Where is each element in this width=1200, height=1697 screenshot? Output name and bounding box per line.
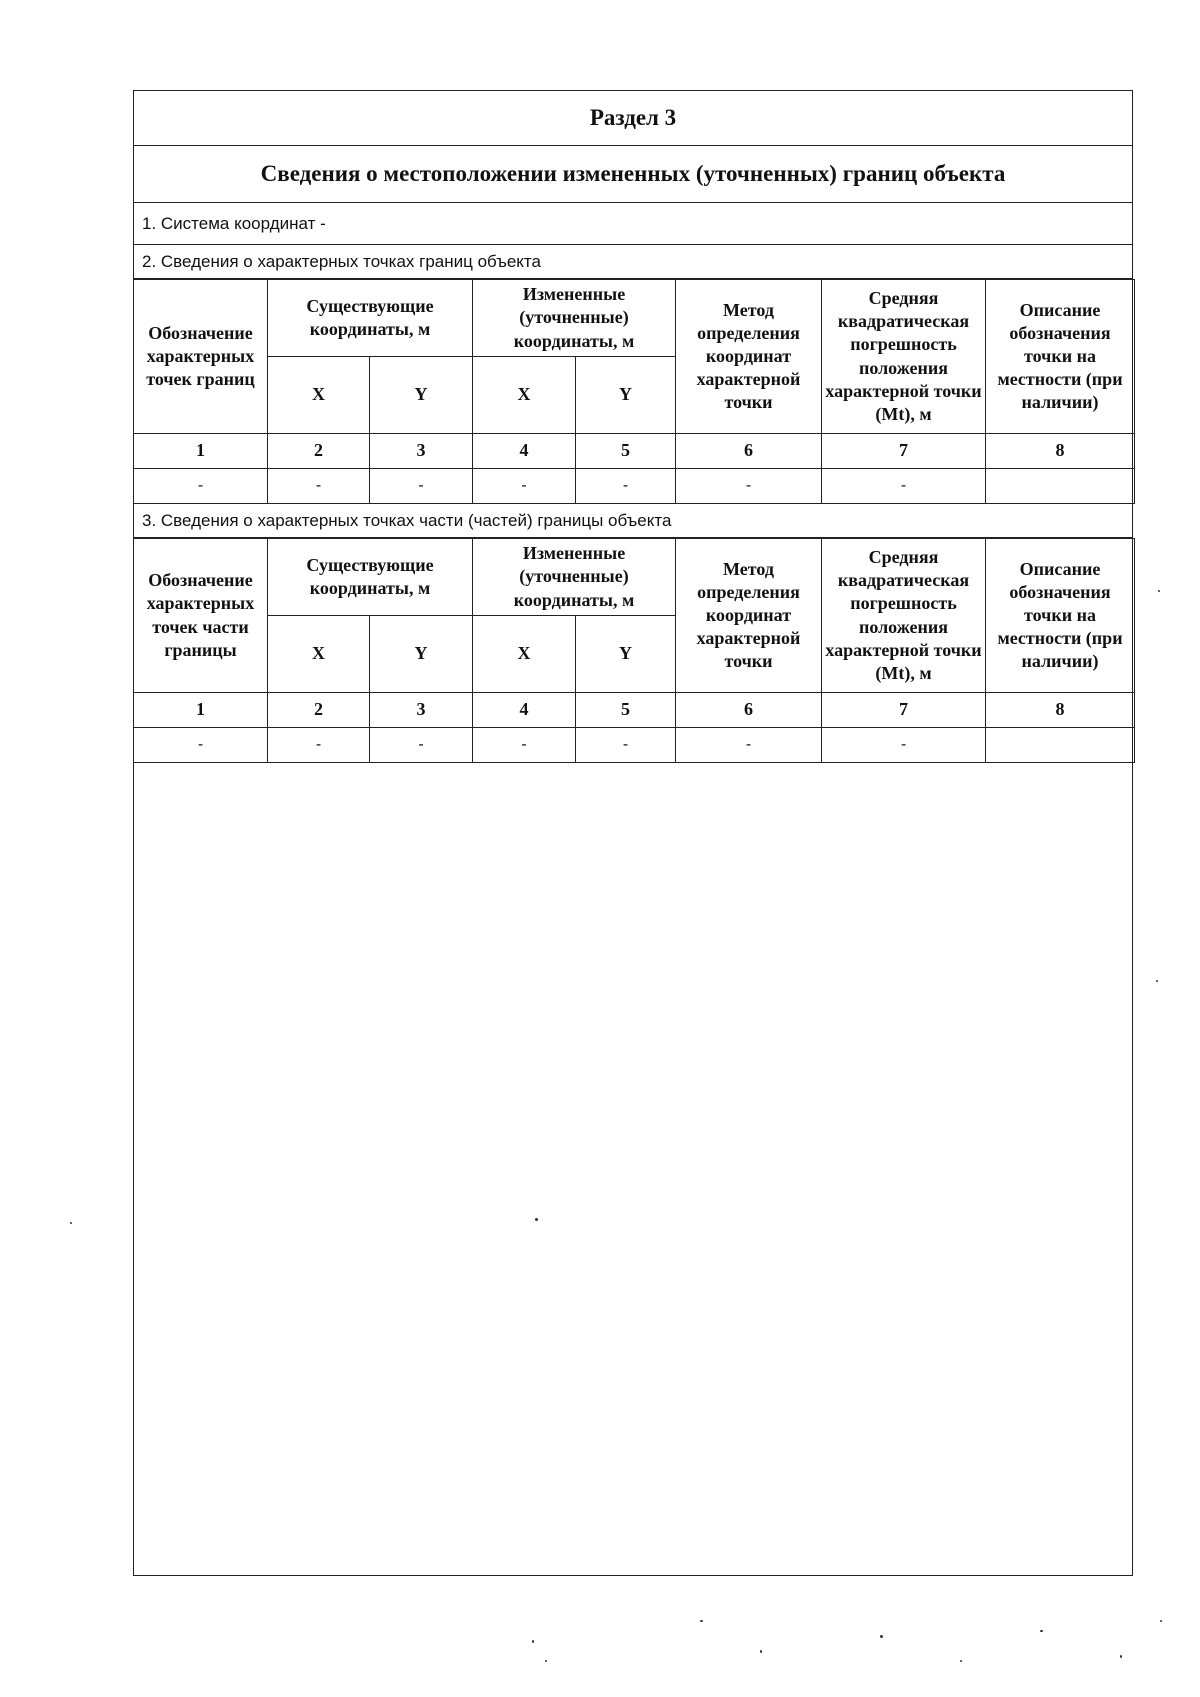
cell-value: -: [822, 728, 986, 763]
table-row: [134, 728, 1135, 763]
header-y-existing: Y: [370, 357, 473, 434]
header-x-existing: X: [268, 357, 370, 434]
header-existing-coords: Существующие координаты, м: [268, 539, 473, 616]
cell-value: -: [134, 728, 268, 763]
section-frame: [133, 90, 1133, 1576]
header-description: Описание обозначения точки на местности (при наличии): [986, 539, 1135, 693]
cell-value: -: [822, 469, 986, 504]
cell-value: -: [576, 469, 676, 504]
col-number: 1: [134, 434, 268, 469]
header-changed-coords: Измененные (уточненные) координаты, м: [473, 539, 676, 616]
col-number: 2: [268, 434, 370, 469]
table-row: [134, 469, 1135, 504]
header-changed-coords: Измененные (уточненные) координаты, м: [473, 280, 676, 357]
header-y-existing: Y: [370, 616, 473, 693]
col-number: 6: [676, 693, 822, 728]
col-number: 6: [676, 434, 822, 469]
cell-value: -: [370, 469, 473, 504]
header-x-changed: X: [473, 616, 576, 693]
header-designation: Обозначение характерных точек границ: [134, 280, 268, 434]
header-existing-coords: Существующие координаты, м: [268, 280, 473, 357]
header-designation: Обозначение характерных точек части границы: [134, 539, 268, 693]
col-number: 8: [986, 434, 1135, 469]
part3-table: [133, 538, 1135, 763]
cell-value: [986, 469, 1135, 504]
col-number: 4: [473, 693, 576, 728]
coord-system-line: 1. Система координат -: [134, 203, 1132, 245]
col-number: 5: [576, 693, 676, 728]
cell-value: -: [676, 728, 822, 763]
header-y-changed: Y: [576, 616, 676, 693]
header-method: Метод определения координат характерной точки: [676, 539, 822, 693]
cell-value: -: [473, 728, 576, 763]
col-number: 7: [822, 434, 986, 469]
col-number: 3: [370, 693, 473, 728]
header-x-changed: X: [473, 357, 576, 434]
cell-value: -: [268, 728, 370, 763]
part2-table: [133, 279, 1135, 504]
part2-heading: 2. Сведения о характерных точках границ объекта: [134, 245, 1132, 279]
header-method: Метод определения координат характерной точки: [676, 280, 822, 434]
col-number: 7: [822, 693, 986, 728]
cell-value: -: [473, 469, 576, 504]
cell-value: -: [268, 469, 370, 504]
col-number: 4: [473, 434, 576, 469]
header-x-existing: X: [268, 616, 370, 693]
header-mean-error: Средняя квадратическая погрешность положения характерной точки (Mt), м: [822, 280, 986, 434]
col-number: 2: [268, 693, 370, 728]
header-mean-error: Средняя квадратическая погрешность положения характерной точки (Mt), м: [822, 539, 986, 693]
part3-heading: 3. Сведения о характерных точках части (частей) границы объекта: [134, 504, 1132, 538]
col-number: 5: [576, 434, 676, 469]
cell-value: -: [676, 469, 822, 504]
cell-value: [986, 728, 1135, 763]
cell-value: -: [576, 728, 676, 763]
section-title: Раздел 3: [134, 91, 1132, 146]
header-description: Описание обозначения точки на местности (при наличии): [986, 280, 1135, 434]
col-number: 3: [370, 434, 473, 469]
header-y-changed: Y: [576, 357, 676, 434]
col-number: 1: [134, 693, 268, 728]
cell-value: -: [134, 469, 268, 504]
col-number: 8: [986, 693, 1135, 728]
cell-value: -: [370, 728, 473, 763]
section-subtitle: Сведения о местоположении измененных (уточненных) границ объекта: [134, 146, 1132, 203]
